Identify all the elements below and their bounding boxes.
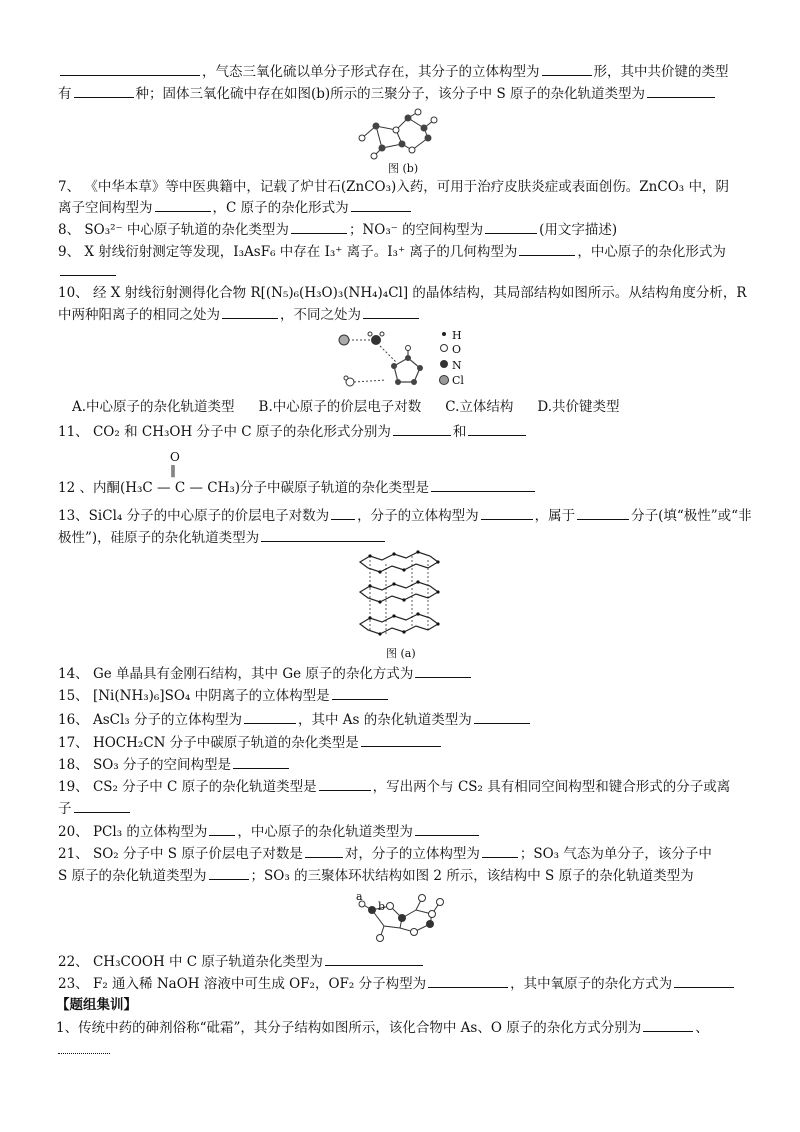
answer-blank[interactable] — [393, 422, 451, 436]
answer-blank[interactable] — [415, 822, 479, 836]
question-23: 23、 F₂ 通入稀 NaOH 溶液中可生成 OF₂，OF₂ 分子构型为 ，其中氧原子的杂化方式为 — [58, 974, 748, 993]
question-10-options — [72, 398, 748, 416]
answer-blank[interactable] — [305, 844, 343, 858]
answer-blank[interactable] — [363, 305, 419, 319]
answer-blank[interactable] — [331, 506, 355, 520]
section-heading: 【题组集训】 — [56, 997, 137, 1013]
question-14: 14、 Ge 单晶具有金刚石结构，其中 Ge 原子的杂化方式为 — [58, 664, 748, 683]
answer-blank[interactable] — [351, 198, 411, 212]
option-a[interactable]: A.中心原子的杂化轨道类型 — [72, 399, 235, 415]
question-16: 16、 AsCl₃ 分子的立体构型为 ，其中 As 的杂化轨道类型为 — [58, 710, 748, 729]
question-8: 8、 SO₃²⁻ 中心原子轨道的杂化类型为 ；NO₃⁻ 的空间构型为 (用文字描述) — [58, 222, 618, 238]
figure-2-label-b: b — [378, 900, 386, 913]
question-7: 7、 《中华本草》等中医典籍中，记载了炉甘石(ZnCO₃)入药，可用于治疗皮肤炎症或表面创伤。ZnCO₃ 中，阴 — [58, 179, 729, 195]
answer-blank[interactable] — [155, 198, 211, 212]
legend-cl: Cl — [452, 374, 464, 387]
practice-1-cont — [56, 1040, 748, 1059]
question-17: 17、 HOCH₂CN 分子中碳原子轨道的杂化类型是 — [58, 733, 748, 752]
figure-b-caption: 图 (b) — [388, 162, 419, 175]
line-2: 有 种；固体三氧化硫中存在如图(b)所示的三聚分子，该分子中 S 原子的杂化轨道类型为 — [58, 84, 748, 103]
answer-blank[interactable] — [485, 220, 537, 234]
carbonyl-oxygen: O — [170, 450, 180, 464]
option-d[interactable]: D.共价键类型 — [537, 399, 620, 415]
figure-2-label-a: a — [356, 890, 363, 903]
question-7-cont: 离子空间构型为 ，C 原子的杂化形式为 — [58, 198, 748, 217]
question-15: 15、 [Ni(NH₃)₆]SO₄ 中阴离子的立体构型是 — [58, 686, 748, 705]
question-19: 19、 CS₂ 分子中 C 原子的杂化轨道类型是 ，写出两个与 CS₂ 具有相同空间构型和键合形式的分子或离 — [58, 779, 731, 795]
answer-blank[interactable] — [319, 777, 371, 791]
question-10: 10、 经 X 射线衍射测得化合物 R[(N₅)₆(H₃O)₃(NH₄)₄Cl] 的晶体结构，其局部结构如图所示。从结构角度分析，R — [58, 285, 747, 301]
acetone-formula: H₃C — C — CH₃ — [125, 480, 235, 496]
answer-blank[interactable] — [481, 506, 533, 520]
option-b[interactable]: B.中心原子的价层电子对数 — [258, 399, 422, 415]
question-10-cont: 中两种阳离子的相同之处为 ，不同之处为 — [58, 305, 748, 324]
answer-blank[interactable] — [325, 952, 423, 966]
legend-h: H — [452, 329, 462, 342]
answer-blank[interactable] — [74, 84, 134, 98]
answer-blank[interactable] — [482, 844, 518, 858]
question-9: 9、 X 射线衍射测定等发现，I₃AsF₆ 中存在 I₃⁺ 离子。I₃⁺ 离子的几何构型为 ，中心原子的杂化形式为 — [58, 244, 726, 260]
question-11: 11、 CO₂ 和 CH₃OH 分子中 C 原子的杂化形式分别为 和 — [58, 422, 748, 441]
answer-blank[interactable] — [361, 733, 441, 747]
answer-blank[interactable] — [209, 866, 249, 880]
question-19-cont: 子 — [58, 799, 748, 818]
figure-b-trimer — [352, 108, 452, 160]
answer-blank[interactable] — [291, 220, 347, 234]
legend-o: O — [452, 343, 462, 356]
answer-blank[interactable] — [60, 262, 116, 276]
option-c[interactable]: C.立体结构 — [445, 399, 514, 415]
carbonyl-double-bond: ‖ — [170, 463, 176, 477]
answer-blank[interactable] — [643, 1018, 693, 1032]
question-13: 13、SiCl₄ 分子的中心原子的价层电子对数为 ，分子的立体构型为 ，属于 分子(填“极性”或“非 — [58, 508, 752, 524]
line-1: ，气态三氧化硫以单分子形式存在，其分子的立体构型为 形，其中共价键的类型 — [58, 62, 748, 81]
answer-blank[interactable] — [332, 686, 388, 700]
answer-blank[interactable] — [74, 799, 130, 813]
question-21-cont: S 原子的杂化轨道类型为 ；SO₃ 的三聚体环状结构如图 2 所示，该结构中 S 原子的杂化轨道类型为 — [58, 868, 694, 884]
answer-blank[interactable] — [474, 710, 530, 724]
answer-blank[interactable] — [244, 710, 296, 724]
answer-blank[interactable] — [674, 974, 734, 988]
answer-blank[interactable] — [222, 305, 278, 319]
answer-blank[interactable] — [233, 755, 289, 769]
figure-a-graphite — [356, 550, 442, 644]
question-20: 20、 PCl₃ 的立体构型为 ，中心原子的杂化轨道类型为 — [58, 822, 748, 841]
answer-blank[interactable] — [415, 664, 471, 678]
question-21: 21、 SO₂ 分子中 S 原子价层电子对数是 对，分子的立体构型为 ；SO₃ 气态为单分子，该分子中 — [58, 846, 712, 862]
answer-blank[interactable] — [647, 84, 715, 98]
answer-blank[interactable] — [60, 62, 200, 76]
answer-blank[interactable] — [542, 62, 592, 76]
question-22: 22、 CH₃COOH 中 C 原子轨道杂化类型为 — [58, 952, 748, 971]
question-12: 12 、内酮(H₃C — C — CH₃)分子中碳原子轨道的杂化类型是 — [58, 478, 748, 497]
answer-blank[interactable] — [468, 422, 526, 436]
question-13-cont: 极性”)，硅原子的杂化轨道类型为 — [58, 528, 748, 547]
answer-blank[interactable] — [519, 242, 575, 256]
legend-n: N — [452, 359, 462, 372]
answer-blank[interactable] — [577, 506, 629, 520]
answer-blank[interactable] — [431, 478, 535, 492]
figure-2-so3-trimer — [350, 888, 454, 944]
figure-a-caption: 图 (a) — [386, 647, 416, 660]
practice-1: 1、传统中药的砷剂俗称“砒霜”，其分子结构如图所示，该化合物中 As、O 原子的杂化方式分别为 、 — [56, 1020, 709, 1036]
answer-blank[interactable] — [261, 528, 385, 542]
answer-blank[interactable] — [58, 1040, 110, 1054]
answer-blank[interactable] — [428, 974, 508, 988]
answer-blank[interactable] — [209, 822, 235, 836]
question-9-cont — [58, 262, 748, 281]
question-18: 18、 SO₃ 分子的空间构型是 — [58, 755, 748, 774]
